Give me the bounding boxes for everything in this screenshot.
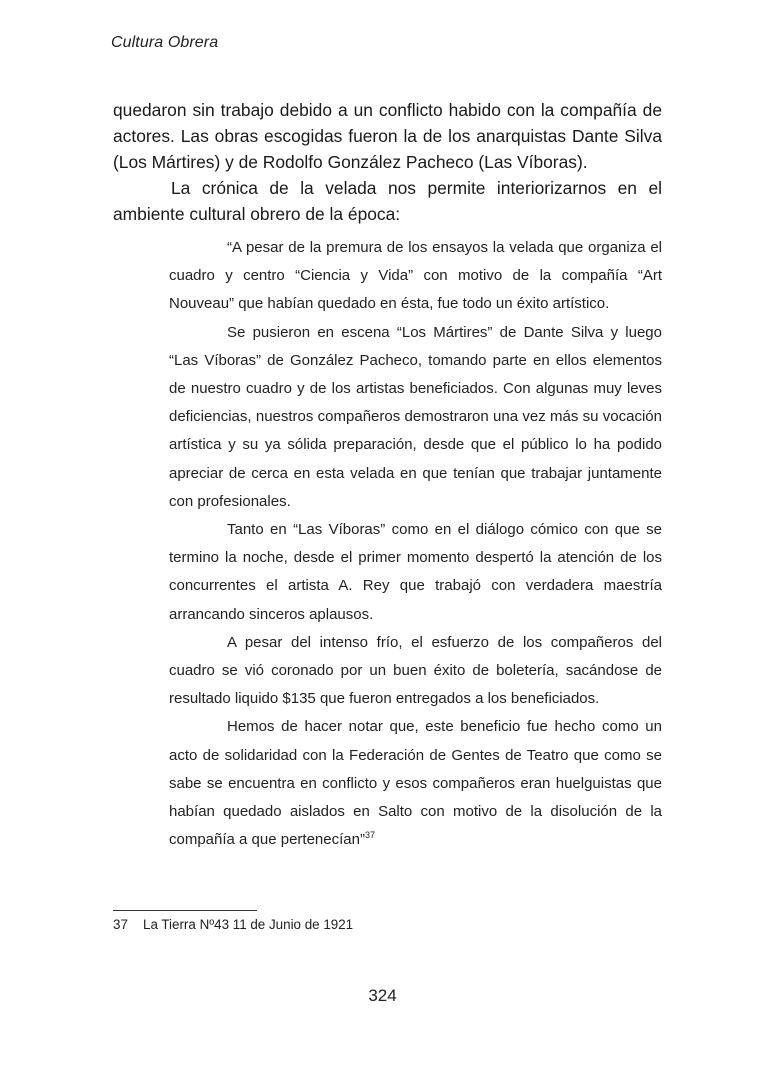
footnote	[113, 916, 353, 934]
footnote-number: 37	[113, 917, 128, 932]
quote-paragraph: Tanto en “Las Víboras” como en el diálogo cómico con que se termino la noche, desde el primer momento despertó la atención de los concurrentes el artista A. Rey que trabajó con verdadera maestría arrancando sinceros aplausos.	[169, 521, 662, 623]
body-paragraph: La crónica de la velada nos permite interiorizarnos en el ambiente cultural obrero de la época:	[113, 178, 662, 224]
body-paragraph: quedaron sin trabajo debido a un conflicto habido con la compañía de actores. Las obras escogidas fueron la de los anarquistas Dante Silva (Los Mártires) y de Rodolfo González Pacheco (Las Víboras).	[113, 100, 662, 172]
quote-paragraph: “A pesar de la premura de los ensayos la velada que organiza el cuadro y centro “Ciencia y Vida” con motivo de la compañía “Art Nouveau” que habían quedado en ésta, fue todo un éxito artístico.	[169, 239, 662, 313]
footnote-divider	[113, 910, 257, 911]
quote-paragraph: Se pusieron en escena “Los Mártires” de Dante Silva y luego “Las Víboras” de González Pacheco, tomando parte en ellos elementos de nuestro cuadro y de los artistas beneficiados. Con algunas muy leves deficiencias, nuestros compañeros demostraron una vez más su vocación artística y su ya sólida preparación, desde que el público lo ha podido apreciar de cerca en esta velada en que tenían que trabajar juntamente con profesionales.	[169, 323, 662, 510]
quote-paragraph: A pesar del intenso frío, el esfuerzo de los compañeros del cuadro se vió coronado por un buen éxito de boletería, sacándose de resultado liquido $135 que fueron entregados a los beneficiados.	[169, 633, 662, 708]
quote-paragraph-text: Hemos de hacer notar que, este beneficio fue hecho como un acto de solidaridad con la Federación de Gentes de Teatro que como se sabe se encuentra en conflicto y esos compañeros eran huelguistas que habían quedado aislados en Salto con motivo de la disolución de la compañía a que pertenecían”	[169, 718, 662, 849]
page-number: 324	[368, 986, 397, 1005]
block-quote	[169, 234, 662, 854]
footnote-text: La Tierra Nº43 11 de Junio de 1921	[143, 917, 354, 932]
running-header: Cultura Obrera	[111, 34, 219, 51]
quote-paragraph-last	[169, 713, 662, 854]
footnote-reference[interactable]: 37	[364, 830, 375, 841]
